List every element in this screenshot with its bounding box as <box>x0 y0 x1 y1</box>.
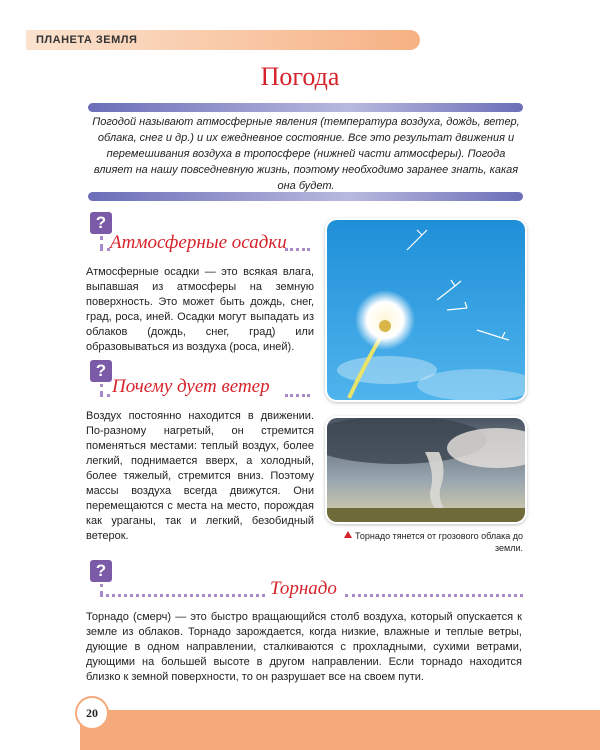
section-divider <box>100 584 103 594</box>
page-title: Погода <box>260 62 340 91</box>
intro-text: Погодой называют атмосферные явления (температура воздуха, дождь, ветер, облака, снег и др.) и их ежедневное состояние. Все это результат движения и перемешивания воздуха в тропосфере (нижней части атмосферы). Погода влияет на нашу повседневную жизнь, поэтому необходимо заранее знать, какая она будет. <box>92 116 520 192</box>
section-text-wind: Воздух постоянно находится в движении. По-разному нагретый, он стремится поменяться местами: теплый воздух, более легкий, поднимается вверх, а холодный, более тяжелый, стремится вниз. Поэтому массы воздуха всегда движутся. Они перемещаются с места на место, порождая как ураганы, так и легкий, безобидный ветерок. <box>86 410 314 542</box>
tornado-photo <box>325 416 527 524</box>
tornado-caption <box>330 530 523 554</box>
section-divider <box>345 594 523 597</box>
footer-band <box>80 710 600 750</box>
section-divider <box>100 236 103 248</box>
question-icon: ? <box>90 212 112 234</box>
section-divider <box>100 394 110 397</box>
section-heading-precipitation: Атмосферные осадки <box>110 232 287 253</box>
question-icon: ? <box>90 360 112 382</box>
question-icon: ? <box>90 560 112 582</box>
section-text-tornado: Торнадо (смерч) — это быстро вращающийся столб воздуха, который опускается к земле из облаков. Торнадо зарождается, когда низкие, влажные и теплые ветры, дующие в одном направлении, сталкиваются с прохладными, сухими ветрами, дующими на большей высоте в другом направлении. Если торнадо находится близко к земной поверхности, то он разрушает все на своем пути. <box>86 611 522 683</box>
section-text-precipitation: Атмосферные осадки — это всякая влага, выпавшая из атмосферы на земную поверхность. Это может быть дождь, снег, град, роса, иней. Осадки могут выпадать из облаков (дождь, снег, град) или образовываться из воздуха (роса, иней). <box>86 266 314 353</box>
intro-top-bar <box>88 103 523 112</box>
triangle-marker-icon <box>344 531 352 538</box>
dandelion-photo <box>325 218 527 402</box>
section-divider <box>285 248 310 251</box>
section-divider <box>285 394 310 397</box>
section-heading-wind: Почему дует ветер <box>112 376 270 397</box>
intro-bottom-bar <box>88 192 523 201</box>
tornado-illustration <box>327 418 525 522</box>
section-divider <box>100 248 110 251</box>
section-divider <box>100 384 103 394</box>
caption-text: Торнадо тянется от грозового облака до земли. <box>355 531 523 553</box>
page-number: 20 <box>75 696 109 730</box>
dandelion-illustration <box>327 220 525 400</box>
chapter-label: ПЛАНЕТА ЗЕМЛЯ <box>36 34 138 46</box>
section-divider <box>100 594 265 597</box>
section-heading-tornado: Торнадо <box>270 578 337 599</box>
